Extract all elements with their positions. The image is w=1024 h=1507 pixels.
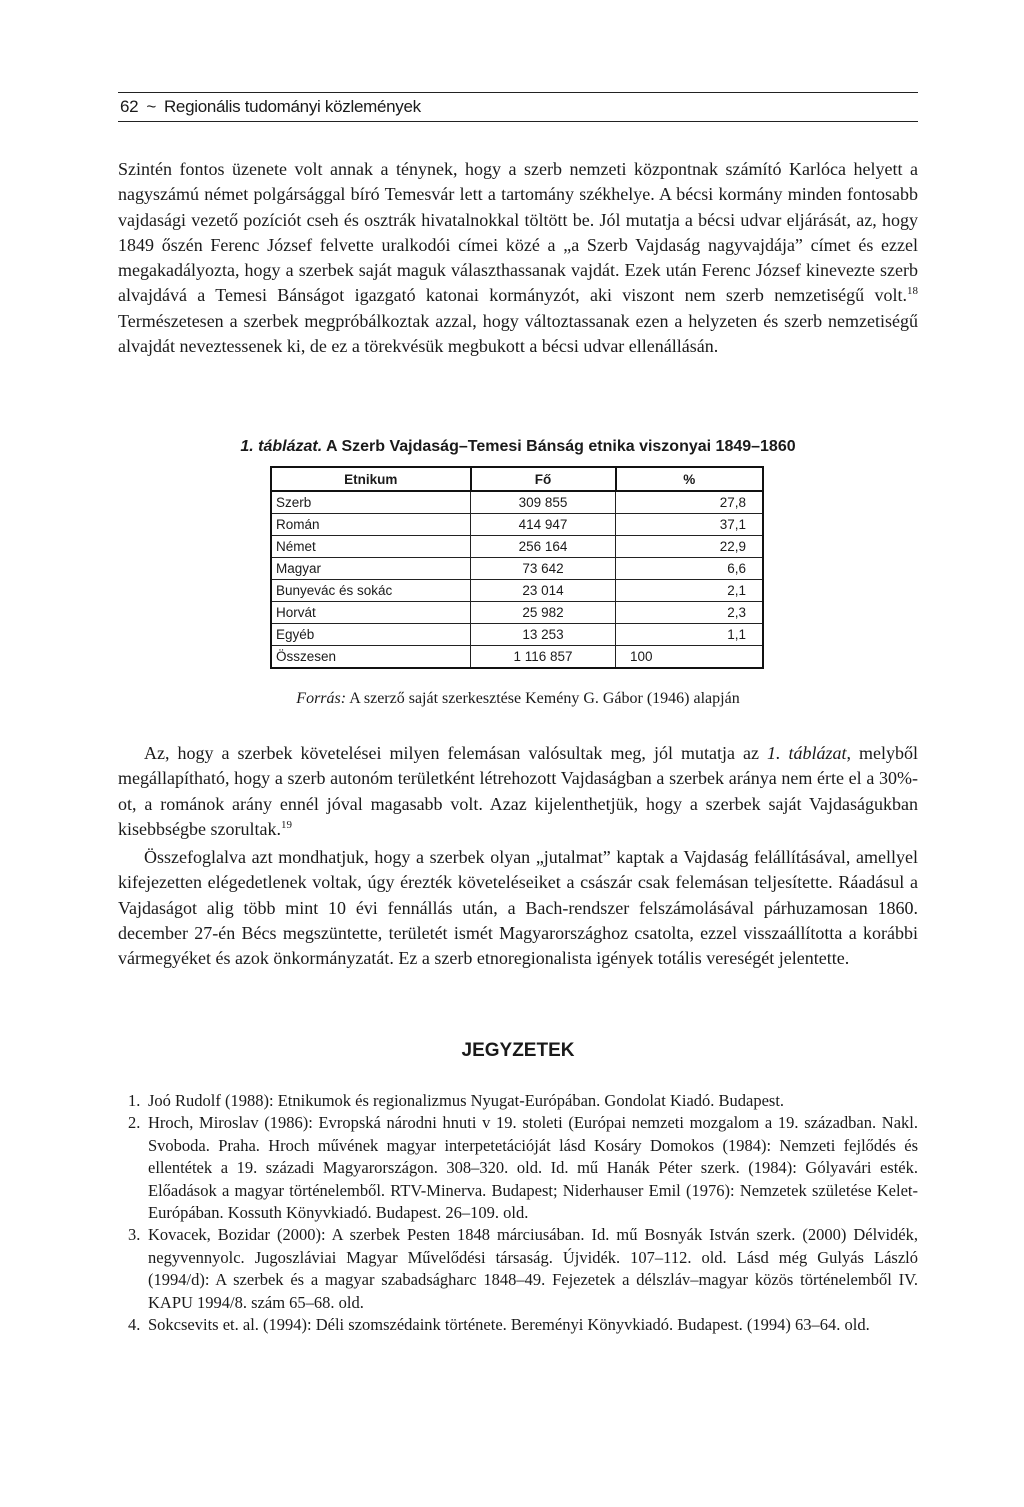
cell-count: 256 164 — [471, 536, 616, 558]
paragraph-2-text-1: Az, hogy a szerbek követelései milyen felemásan valósultak meg, jól mutatja az — [144, 743, 767, 763]
cell-percent: 37,1 — [616, 514, 764, 536]
cell-ethnicity: Szerb — [271, 491, 471, 514]
cell-percent: 100 — [616, 646, 764, 669]
note-number: 2. — [128, 1113, 141, 1133]
cell-ethnicity: Román — [271, 514, 471, 536]
table-title-rest: A Szerb Vajdaság–Temesi Bánság etnika viszonyai 1849–1860 — [322, 438, 796, 455]
cell-percent: 1,1 — [616, 624, 764, 646]
notes-heading: JEGYZETEK — [461, 1040, 575, 1061]
running-header — [118, 92, 918, 122]
note-number: 1. — [128, 1091, 141, 1110]
cell-count: 73 642 — [471, 558, 616, 580]
journal-title: Regionális tudományi közlemények — [163, 97, 421, 116]
intro-text-1: Szintén fontos üzenete volt annak a ténynek, hogy a szerb nemzeti központnak számító Karlóca helyett a nagyszámú német polgársággal bíró Temesvár lett a tartomány székhelye. A bécsi kormány minden fontosabb vajdasági vezető pozíciót cseh és osztrák hivatalnokkal töltött be. Jól mutatja a bécsi udvar eljárását, az, hogy 1849 őszén Ferenc József felvette uralkodói címei közé a „a Szerb Vajdaság nagyvajdája” címet és ezzel megakadályozta, hogy a szerbek saját maguk választhassanak vajdát. Ezek után Ferenc József kinevezte szerb alvajdává a Temesi Bánságot igazgató katonai kormányzót, aki viszont nem szerb nemzetiségű volt. — [118, 159, 918, 306]
table-title — [118, 438, 918, 456]
paragraph-2 — [118, 741, 918, 842]
cell-ethnicity: Bunyevác és sokác — [271, 580, 471, 602]
note-item — [118, 1112, 918, 1224]
header-ethnicity: Etnikum — [271, 467, 471, 491]
table-row — [271, 536, 763, 558]
cell-percent: 22,9 — [616, 536, 764, 558]
note-text: Sokcsevits et. al. (1994): Déli szomszédaink története. Bereményi Könyvkiadó. Budapest. (1994) 63–64. old. — [148, 1315, 870, 1335]
table-total-row — [271, 646, 763, 669]
cell-count: 1 116 857 — [471, 646, 616, 669]
cell-ethnicity: Összesen — [271, 646, 471, 669]
paragraph-3: Összefoglalva azt mondhatjuk, hogy a szerbek olyan „jutalmat” kaptak a Vajdaság felállításával, amellyel kifejezetten elégedetlenek voltak, úgy érezték követeléseiket a császár csak felemásan teljesítette. Ráadásul a Vajdaságot alig több mint 10 évi fennállás után, a Bach-rendszer felszámolásával párhuzamosan 1860. december 27-én Bécs megszüntette, területét ismét Magyarországhoz csatolta, ezzel visszaállította a korábbi vármegyéket és azok önkormányzatát. Ez a szerb etnoregionalista igények totális vereségét jelentette. — [118, 847, 918, 969]
page-number: 62 — [120, 97, 139, 116]
note-number: 3. — [128, 1225, 141, 1245]
cell-percent: 6,6 — [616, 558, 764, 580]
footnote-ref-18[interactable]: 18 — [907, 285, 918, 298]
ethnicity-table — [270, 466, 764, 669]
cell-count: 23 014 — [471, 580, 616, 602]
cell-count: 414 947 — [471, 514, 616, 536]
cell-percent: 27,8 — [616, 491, 764, 514]
table-row — [271, 491, 763, 514]
note-text: Kovacek, Bozidar (2000): A szerbek Pesten 1848 márciusában. Id. mű Bosnyák István szerk. (2000) Délvidék, negyvennyolc. Jugoszláviai Magyar Művelődési társaság. Újvidék. 107–112. old. Lásd még Gulyás László (1994/d): A szerbek és a magyar szabadságharc 1848–49. Fejezetek a délszláv–magyar közös történelemből IV. KAPU 1994/8. szám 65–68. old. — [148, 1225, 918, 1312]
table-title-lead: 1. táblázat. — [240, 438, 323, 455]
note-item — [118, 1090, 918, 1112]
note-item — [118, 1314, 918, 1336]
paragraph-2-text-2: , melyből megállapítható, hogy a szerb autonóm területként létrehozott Vajdaságban a szerbek aránya nem érte el a 30%-ot, a románok arány ennél jóval magasabb volt. Azaz kijelenthetjük, hogy a szerbek saját Vajdaságukban kisebbségbe szorultak. — [118, 743, 918, 839]
note-number: 4. — [128, 1315, 141, 1335]
header-separator: ~ — [146, 97, 156, 116]
intro-paragraph — [118, 157, 918, 359]
note-text: Hroch, Miroslav (1986): Evropská národni hnuti v 19. stoleti (Európai nemzeti mozgalom a 19. században. Nakl. Svoboda. Praha. Hroch művének magyar interpetetációját lásd Kosáry Domokos (1984): Nemzeti fejlődés és ellentétek a 19. századi Magyarországon. 308–320. old. Id. mű Hanák Péter szerk. (1984): Gólyavári esték. Előadások a magyar történelemből. RTV-Minerva. Budapest; Niderhauser Emil (1976): Nemzetek születése Kelet-Európában. Kossuth Könyvkiadó. Budapest. 26–109. old. — [148, 1113, 918, 1223]
cell-percent: 2,3 — [616, 602, 764, 624]
cell-count: 309 855 — [471, 491, 616, 514]
source-text: A szerző saját szerkesztése Kemény G. Gábor (1946) alapján — [346, 690, 740, 707]
source-label: Forrás: — [296, 690, 347, 707]
table-row — [271, 602, 763, 624]
table-row — [271, 558, 763, 580]
note-item — [118, 1224, 918, 1314]
intro-text-2: Természetesen a szerbek megpróbálkoztak azzal, hogy változtassanak ezen a helyzeten és szerb nemzetiségű alvajdát neveztessenek ki, de ez a törekvésük megbukott a bécsi udvar ellenállásán. — [118, 310, 918, 357]
cell-count: 25 982 — [471, 602, 616, 624]
header-percent: % — [616, 467, 764, 491]
footnote-ref-19[interactable]: 19 — [280, 818, 292, 831]
cell-percent: 2,1 — [616, 580, 764, 602]
table-source — [118, 690, 918, 708]
table-row — [271, 580, 763, 602]
header-count: Fő — [471, 467, 616, 491]
table-reference[interactable]: 1. táblázat — [766, 743, 847, 763]
table-row — [271, 624, 763, 646]
table-row — [271, 514, 763, 536]
cell-ethnicity: Magyar — [271, 558, 471, 580]
cell-ethnicity: Horvát — [271, 602, 471, 624]
notes-list — [118, 1090, 918, 1336]
note-text: Joó Rudolf (1988): Etnikumok és regionalizmus Nyugat-Európában. Gondolat Kiadó. Budapest. — [148, 1091, 785, 1110]
cell-count: 13 253 — [471, 624, 616, 646]
cell-ethnicity: Német — [271, 536, 471, 558]
table-header-row — [271, 467, 763, 491]
cell-ethnicity: Egyéb — [271, 624, 471, 646]
